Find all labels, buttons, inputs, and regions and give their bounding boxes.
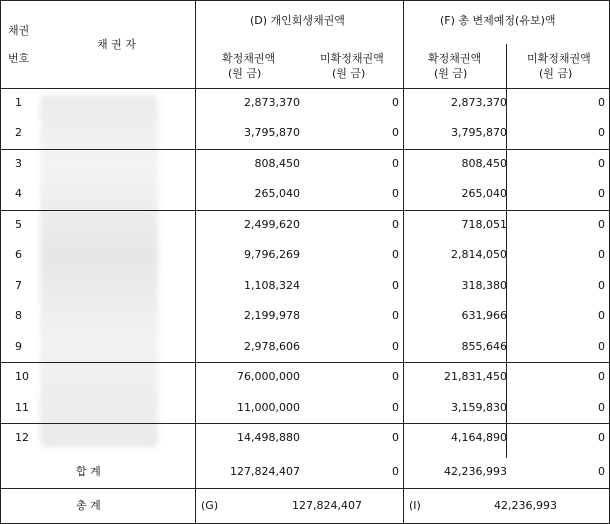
row-d-confirmed: 2,499,620 <box>244 218 300 231</box>
header-f-confirmed: 확정채권액 <box>428 52 482 65</box>
row-f-confirmed: 855,646 <box>461 340 507 353</box>
row-f-confirmed: 718,051 <box>461 218 507 231</box>
subtotal-d-unconfirmed: 0 <box>392 465 399 478</box>
row-divider-group4 <box>0 423 609 424</box>
row-d-unconfirmed: 0 <box>392 340 399 353</box>
row-d-confirmed: 808,450 <box>254 157 300 170</box>
row-f-confirmed: 2,814,050 <box>451 248 507 261</box>
row-f-confirmed: 3,795,870 <box>451 126 507 139</box>
row-f-unconfirmed: 0 <box>598 96 605 109</box>
row-f-unconfirmed: 0 <box>598 370 605 383</box>
col-divider-groups <box>403 0 404 523</box>
grand-total-label: 총 계 <box>76 499 101 512</box>
header-d-confirmed: 확정채권액 <box>222 52 276 65</box>
header-f-principal: (원 금) <box>434 67 468 80</box>
header-d-unconfirmed: 미확정채권액 <box>320 52 384 65</box>
row-number: 3 <box>15 157 22 170</box>
row-number: 2 <box>15 126 22 139</box>
row-f-unconfirmed: 0 <box>598 340 605 353</box>
row-f-confirmed: 3,159,830 <box>451 401 507 414</box>
row-d-confirmed: 2,978,606 <box>244 340 300 353</box>
subtotal-f-unconfirmed: 0 <box>598 465 605 478</box>
row-d-unconfirmed: 0 <box>392 279 399 292</box>
header-creditor-no-1: 채권 <box>8 24 30 37</box>
row-d-unconfirmed: 0 <box>392 126 399 139</box>
row-divider-group3 <box>0 362 609 363</box>
subtotal-label: 합 계 <box>76 465 101 478</box>
row-f-confirmed: 2,873,370 <box>451 96 507 109</box>
row-f-unconfirmed: 0 <box>598 126 605 139</box>
header-d-principal: (원 금) <box>228 67 262 80</box>
grand-total-g-value: 127,824,407 <box>292 499 362 512</box>
row-f-confirmed: 21,831,450 <box>444 370 507 383</box>
row-f-confirmed: 4,164,890 <box>451 431 507 444</box>
header-group-f: (F) 총 변제예정(유보)액 <box>440 14 556 27</box>
row-f-unconfirmed: 0 <box>598 187 605 200</box>
row-f-unconfirmed: 0 <box>598 309 605 322</box>
subtotal-d-confirmed: 127,824,407 <box>230 465 300 478</box>
row-d-unconfirmed: 0 <box>392 187 399 200</box>
row-number: 4 <box>15 187 22 200</box>
redacted-creditor-names <box>40 95 158 447</box>
header-group-d: (D) 개인회생채권액 <box>250 14 345 27</box>
row-number: 5 <box>15 218 22 231</box>
grand-total-i-marker: (I) <box>409 499 421 512</box>
row-d-confirmed: 3,795,870 <box>244 126 300 139</box>
row-number: 7 <box>15 279 22 292</box>
row-d-confirmed: 265,040 <box>254 187 300 200</box>
row-d-unconfirmed: 0 <box>392 370 399 383</box>
row-f-confirmed: 265,040 <box>461 187 507 200</box>
row-d-confirmed: 11,000,000 <box>237 401 300 414</box>
header-creditor-no-2: 번호 <box>8 52 30 65</box>
row-divider-header <box>0 88 609 89</box>
row-f-unconfirmed: 0 <box>598 157 605 170</box>
grand-total-i-value: 42,236,993 <box>494 499 557 512</box>
row-f-confirmed: 631,966 <box>461 309 507 322</box>
row-number: 6 <box>15 248 22 261</box>
row-d-confirmed: 2,873,370 <box>244 96 300 109</box>
row-number: 12 <box>15 431 29 444</box>
row-divider-subtotal <box>0 488 609 489</box>
row-number: 10 <box>15 370 29 383</box>
row-f-confirmed: 318,380 <box>461 279 507 292</box>
row-number: 1 <box>15 96 22 109</box>
row-f-unconfirmed: 0 <box>598 431 605 444</box>
row-d-unconfirmed: 0 <box>392 157 399 170</box>
subtotal-f-confirmed: 42,236,993 <box>444 465 507 478</box>
row-d-confirmed: 2,199,978 <box>244 309 300 322</box>
row-d-unconfirmed: 0 <box>392 248 399 261</box>
row-number: 11 <box>15 401 29 414</box>
row-d-confirmed: 9,796,269 <box>244 248 300 261</box>
col-divider-name <box>195 0 196 523</box>
row-d-unconfirmed: 0 <box>392 401 399 414</box>
row-f-confirmed: 808,450 <box>461 157 507 170</box>
grand-total-g-marker: (G) <box>201 499 219 512</box>
row-d-confirmed: 76,000,000 <box>237 370 300 383</box>
row-d-confirmed: 14,498,880 <box>237 431 300 444</box>
row-f-unconfirmed: 0 <box>598 248 605 261</box>
row-number: 9 <box>15 340 22 353</box>
header-creditor-name: 채 권 자 <box>97 38 136 51</box>
row-f-unconfirmed: 0 <box>598 218 605 231</box>
header-d-principal-2: (원 금) <box>332 67 366 80</box>
row-divider-group1 <box>0 149 609 150</box>
row-divider-group2 <box>0 210 609 211</box>
header-f-principal-2: (원 금) <box>539 67 573 80</box>
row-d-unconfirmed: 0 <box>392 431 399 444</box>
header-f-unconfirmed: 미확정채권액 <box>527 52 591 65</box>
row-d-confirmed: 1,108,324 <box>244 279 300 292</box>
row-number: 8 <box>15 309 22 322</box>
row-f-unconfirmed: 0 <box>598 401 605 414</box>
row-d-unconfirmed: 0 <box>392 96 399 109</box>
row-f-unconfirmed: 0 <box>598 279 605 292</box>
row-d-unconfirmed: 0 <box>392 218 399 231</box>
row-d-unconfirmed: 0 <box>392 309 399 322</box>
